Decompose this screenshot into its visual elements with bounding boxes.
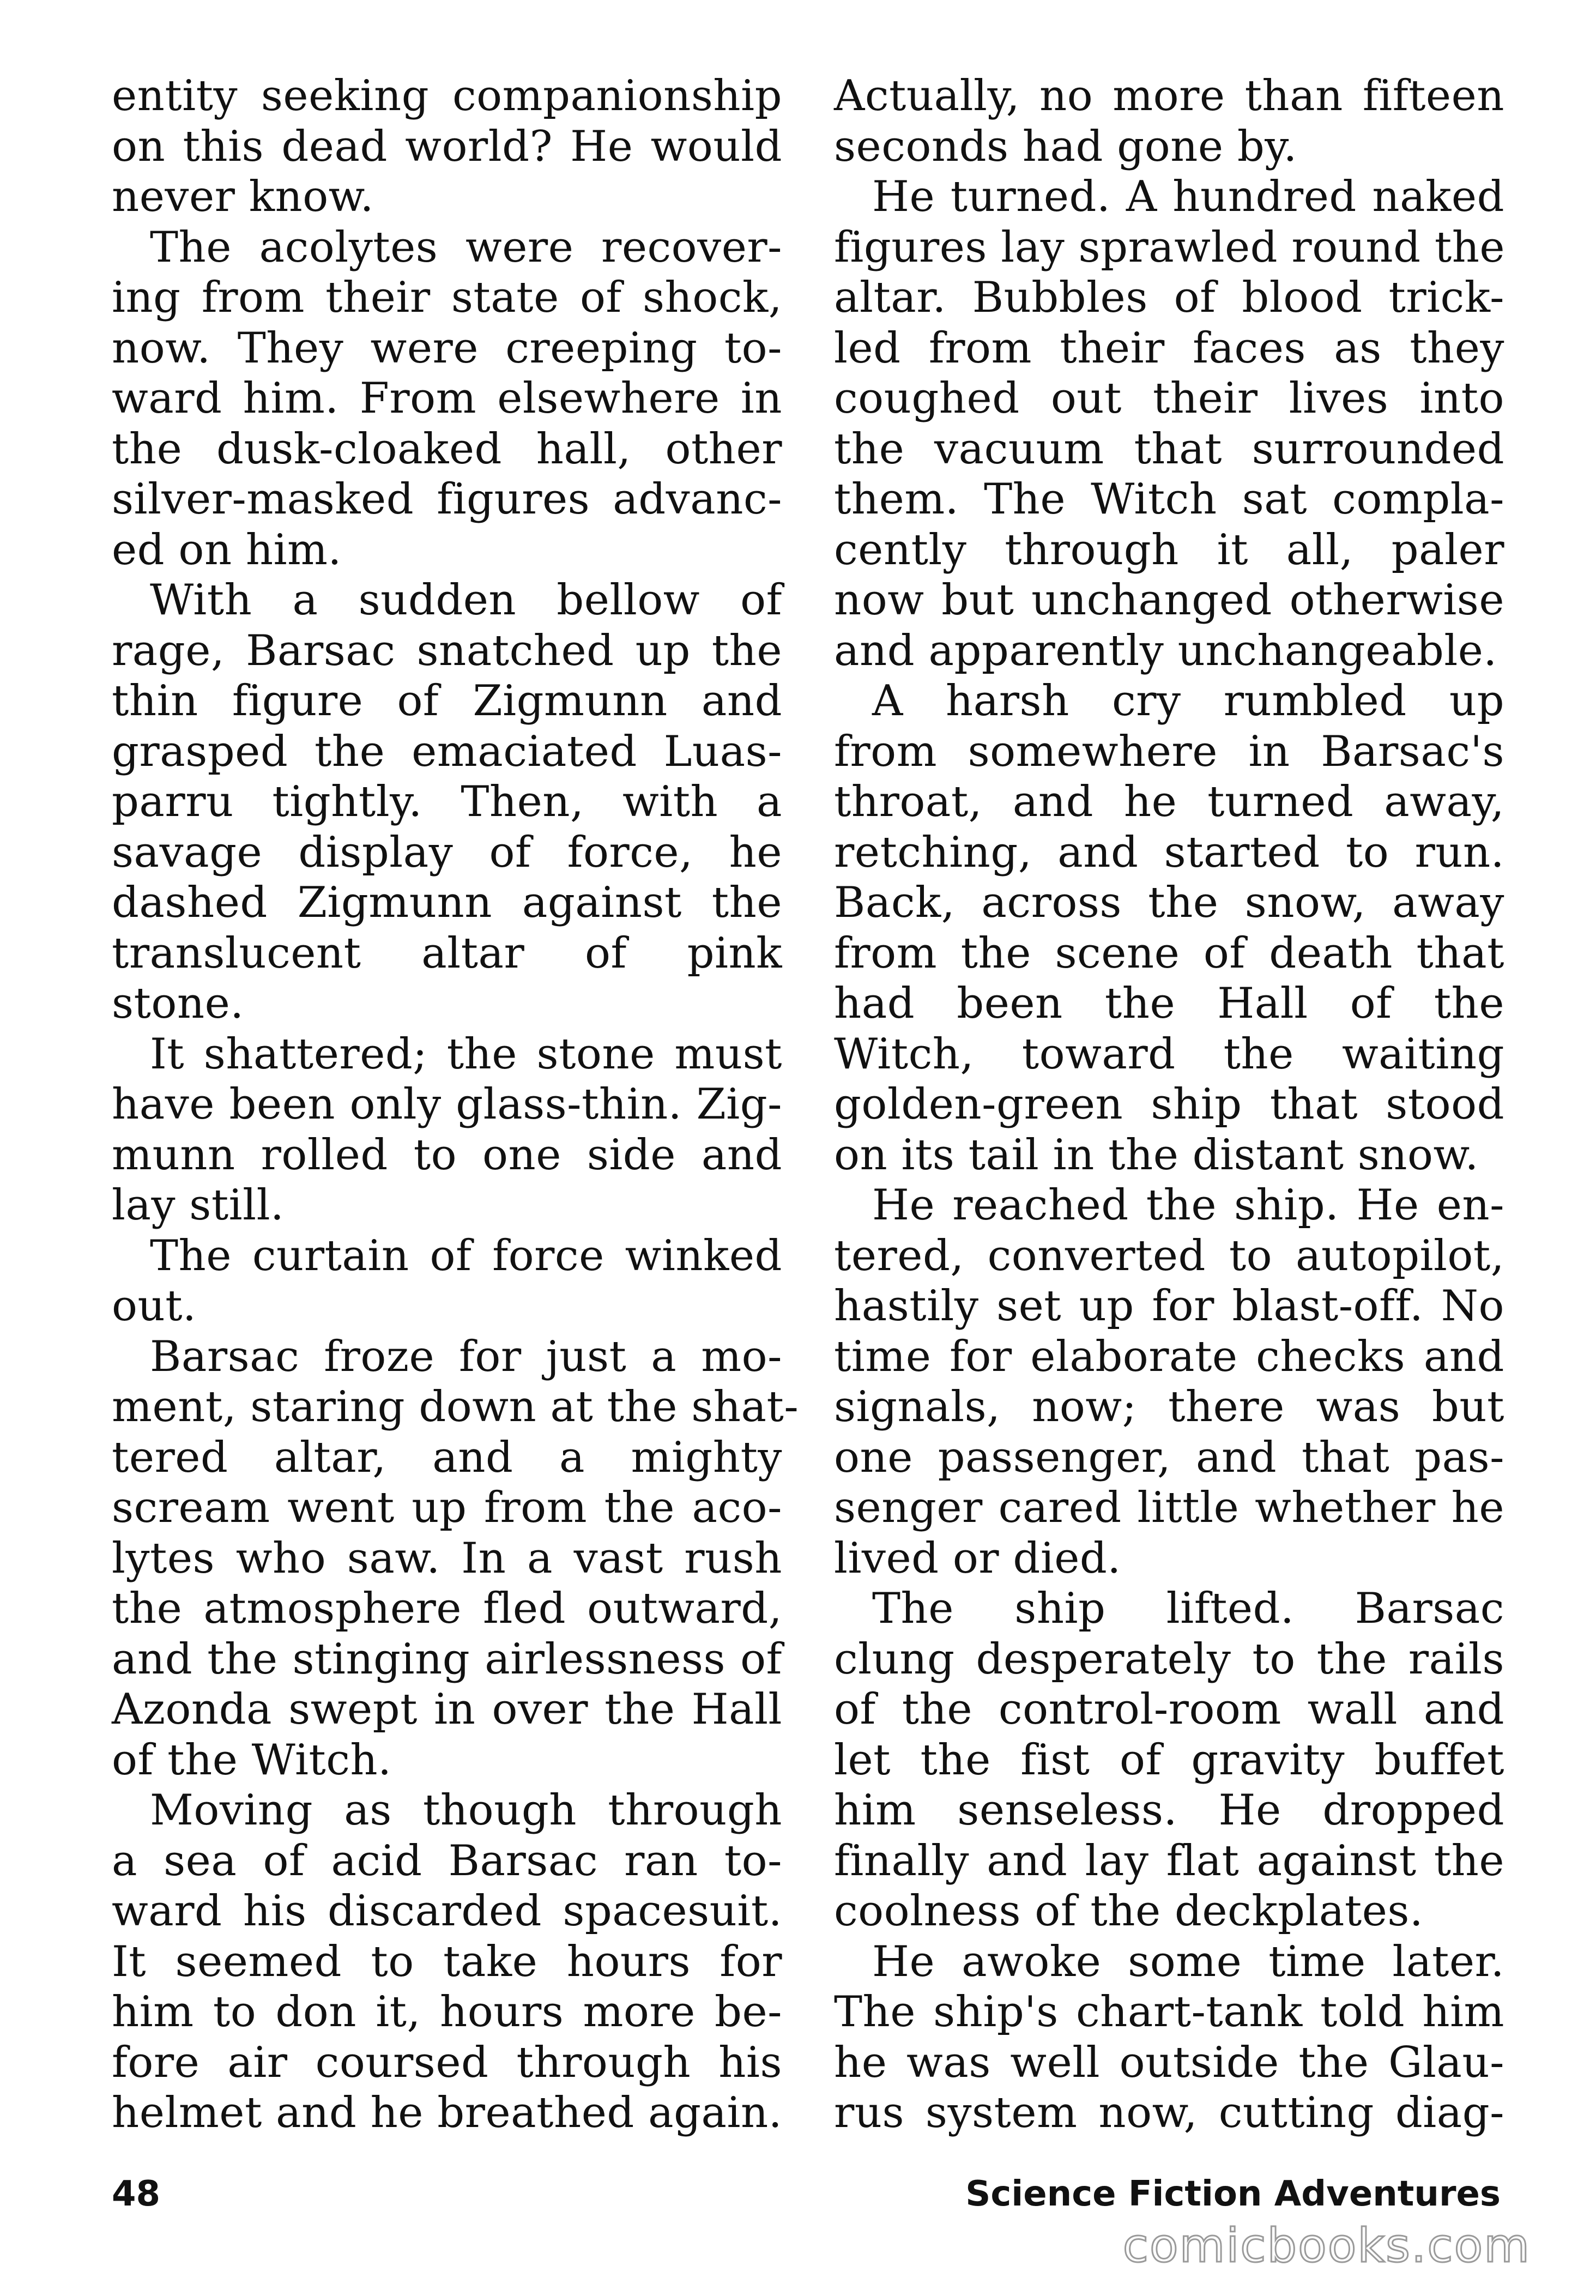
text-line: thin figure of Zigmunn and: [112, 676, 782, 726]
text-line: him to don it, hours more be-: [112, 1987, 782, 2037]
text-line: and the stinging airlessness of: [112, 1634, 782, 1684]
text-line: The acolytes were recover-: [150, 222, 782, 272]
text-line: stone.: [112, 979, 244, 1028]
text-line: silver-masked figures advanc-: [112, 475, 782, 524]
magazine-title: Science Fiction Adventures: [965, 2174, 1501, 2214]
text-line: scream went up from the aco-: [112, 1483, 782, 1532]
text-line: grasped the emaciated Luas-: [112, 727, 782, 776]
text-line: have been only glass-thin. Zig-: [112, 1080, 782, 1129]
text-line: parru tightly. Then, with a: [112, 777, 782, 826]
text-line: coolness of the deckplates.: [834, 1887, 1424, 1936]
text-line: Moving as though through: [150, 1786, 782, 1835]
text-line: let the fist of gravity buffet: [834, 1735, 1504, 1785]
text-line: them. The Witch sat compla-: [834, 475, 1504, 524]
text-line: He reached the ship. He en-: [872, 1181, 1504, 1230]
text-line: the dusk-cloaked hall, other: [112, 424, 782, 474]
text-line: now. They were creeping to-: [112, 323, 782, 373]
text-line: him senseless. He dropped: [834, 1786, 1504, 1835]
text-line: Witch, toward the waiting: [834, 1029, 1504, 1079]
text-line: With a sudden bellow of: [150, 576, 782, 625]
text-line: time for elaborate checks and: [834, 1332, 1504, 1381]
text-line: from the scene of death that: [834, 928, 1504, 978]
text-line: ed on him.: [112, 525, 342, 575]
text-line: one passenger, and that pas-: [834, 1433, 1504, 1482]
text-line: signals, now; there was but: [834, 1382, 1504, 1431]
page-number: 48: [112, 2174, 161, 2214]
text-line: seconds had gone by.: [834, 122, 1297, 171]
text-line: rage, Barsac snatched up the: [112, 626, 782, 675]
text-line: golden-green ship that stood: [834, 1080, 1504, 1129]
text-column-left: [112, 71, 799, 2138]
text-line: led from their faces as they: [834, 323, 1504, 373]
text-line: lived or died.: [834, 1533, 1121, 1583]
text-line: munn rolled to one side and: [112, 1130, 782, 1180]
text-line: senger cared little whether he: [834, 1483, 1504, 1532]
text-line: tered altar, and a mighty: [112, 1433, 782, 1482]
text-line: now but unchanged otherwise: [834, 576, 1504, 625]
text-line: retching, and started to run.: [834, 827, 1504, 877]
text-line: He awoke some time later.: [872, 1937, 1504, 1986]
text-line: It shattered; the stone must: [150, 1029, 782, 1079]
text-line: figures lay sprawled round the: [834, 222, 1506, 272]
text-line: translucent altar of pink: [112, 928, 782, 978]
text-line: A harsh cry rumbled up: [872, 676, 1504, 726]
text-line: The ship lifted. Barsac: [872, 1584, 1504, 1633]
text-line: throat, and he turned away,: [834, 777, 1504, 826]
text-line: ward him. From elsewhere in: [112, 374, 782, 423]
text-line: savage display of force, he: [112, 827, 782, 877]
text-line: The curtain of force winked: [150, 1231, 782, 1280]
text-line: entity seeking companionship: [112, 71, 782, 120]
text-line: hastily set up for blast-off. No: [834, 1282, 1504, 1331]
text-line: of the control-room wall and: [834, 1685, 1504, 1734]
text-line: lytes who saw. In a vast rush: [112, 1533, 782, 1583]
text-line: ment, staring down at the shat-: [112, 1382, 799, 1431]
text-line: coughed out their lives into: [834, 374, 1504, 423]
text-line: Azonda swept in over the Hall: [112, 1685, 782, 1734]
text-line: tered, converted to autopilot,: [834, 1231, 1504, 1280]
text-line: lay still.: [112, 1181, 285, 1230]
text-line: Actually, no more than fifteen: [834, 71, 1504, 120]
text-line: helmet and he breathed again.: [112, 2088, 783, 2137]
text-line: had been the Hall of the: [834, 979, 1504, 1028]
text-line: The ship's chart-tank told him: [834, 1987, 1504, 2037]
text-line: on this dead world? He would: [112, 122, 782, 171]
text-line: He turned. A hundred naked: [872, 172, 1504, 221]
text-line: clung desperately to the rails: [834, 1634, 1504, 1684]
text-line: out.: [112, 1282, 197, 1331]
text-line: a sea of acid Barsac ran to-: [112, 1836, 782, 1886]
text-line: Back, across the snow, away: [834, 878, 1504, 927]
text-line: altar. Bubbles of blood trick-: [834, 273, 1504, 322]
text-line: on its tail in the distant snow.: [834, 1130, 1479, 1180]
text-line: the vacuum that surrounded: [834, 424, 1504, 474]
text-line: dashed Zigmunn against the: [112, 878, 782, 927]
text-line: rus system now, cutting diag-: [834, 2088, 1504, 2137]
text-line: fore air coursed through his: [112, 2038, 782, 2087]
text-line: finally and lay flat against the: [834, 1836, 1504, 1886]
text-line: It seemed to take hours for: [112, 1937, 782, 1986]
text-line: from somewhere in Barsac's: [834, 727, 1504, 776]
text-column-right: [834, 71, 1504, 2138]
text-line: and apparently unchangeable.: [834, 626, 1497, 675]
text-line: Barsac froze for just a mo-: [150, 1332, 782, 1381]
watermark: comicbooks.com: [1122, 2219, 1531, 2273]
text-line: ward his discarded spacesuit.: [112, 1887, 782, 1936]
text-line: never know.: [112, 172, 374, 221]
text-line: he was well outside the Glau-: [834, 2038, 1504, 2087]
text-line: the atmosphere fled outward,: [112, 1584, 782, 1633]
text-line: of the Witch.: [112, 1735, 392, 1785]
text-line: ing from their state of shock,: [112, 273, 782, 322]
text-line: cently through it all, paler: [834, 525, 1504, 575]
